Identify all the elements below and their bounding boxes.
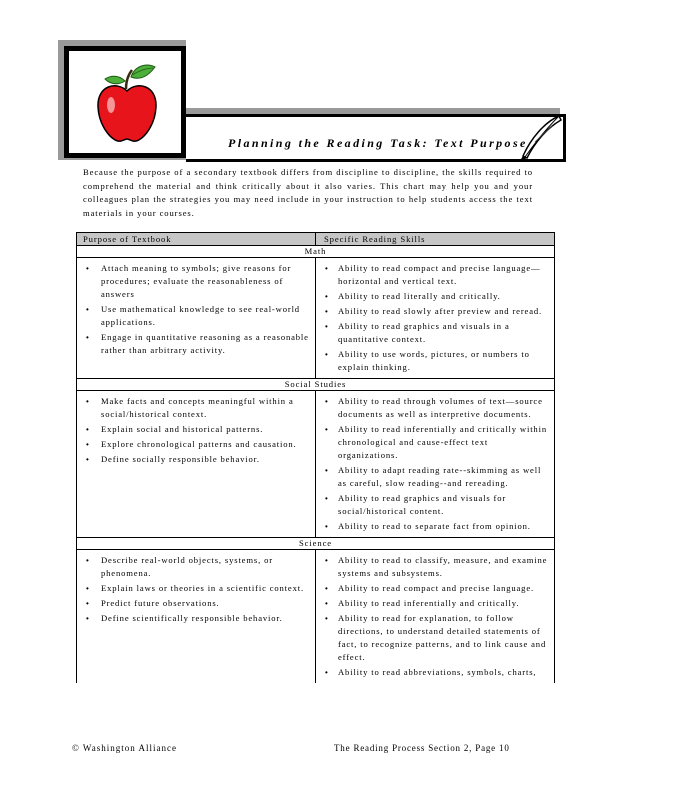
list-item: • Ability to adapt reading rate--skimming as well as careful, slow reading--and rereading. [316, 464, 550, 490]
skills-list [316, 550, 554, 683]
footer-page-info: The Reading Process Section 2, Page 10 [334, 743, 510, 753]
list-item: • Use mathematical knowledge to see real-world applications. [77, 303, 311, 329]
purpose-list [77, 258, 315, 361]
skills-list [316, 258, 554, 378]
list-item: • Ability to use words, pictures, or numbers to explain thinking. [316, 348, 550, 374]
table-row [77, 550, 555, 684]
purpose-list-cell [77, 391, 316, 538]
page-title: Planning the Reading Task: Text Purpose [228, 136, 528, 150]
list-item: • Explain laws or theories in a scientific context. [77, 582, 311, 595]
list-item: • Define scientifically responsible behavior. [77, 612, 311, 625]
reading-skills-table [76, 232, 555, 683]
list-item: • Ability to read compact and precise language—horizontal and vertical text. [316, 262, 550, 288]
column-header-purpose: Purpose of Textbook [77, 233, 316, 246]
list-item: • Define socially responsible behavior. [77, 453, 311, 466]
list-item: • Engage in quantitative reasoning as a reasonable rather than arbitrary activity. [77, 331, 311, 357]
intro-paragraph: Because the purpose of a secondary textbook differs from discipline to discipline, the skills required to comprehend the material and think critically about it also varies. This chart may help you and your colleagues plan the strategies you may need include in your instruction to help students access the text materials in your courses. [83, 167, 533, 219]
section-title: Social Studies [77, 379, 555, 391]
skills-list-cell [316, 550, 555, 684]
column-header-skills: Specific Reading Skills [316, 233, 555, 246]
table-row [77, 391, 555, 538]
purpose-list-cell [77, 550, 316, 684]
list-item: • Ability to read to separate fact from opinion. [316, 520, 550, 533]
skills-list-cell [316, 391, 555, 538]
list-item: • Describe real-world objects, systems, or phenomena. [77, 554, 311, 580]
list-item: • Predict future observations. [77, 597, 311, 610]
list-item: • Ability to read graphics and visuals for social/historical content. [316, 492, 550, 518]
list-item: • Attach meaning to symbols; give reasons for procedures; evaluate the reasonableness of answers [77, 262, 311, 301]
list-item: • Ability to read inferentially and critically within chronological and cause-effect text organizations. [316, 423, 550, 462]
list-item: • Ability to read inferentially and critically. [316, 597, 550, 610]
list-item: • Ability to read to classify, measure, and examine systems and subsystems. [316, 554, 550, 580]
skills-list-cell [316, 258, 555, 379]
section-header-row [77, 538, 555, 550]
purpose-list [77, 391, 315, 470]
section-title: Science [77, 538, 555, 550]
logo-frame [64, 46, 186, 158]
purpose-list-cell [77, 258, 316, 379]
section-header-row [77, 246, 555, 258]
footer-copyright: © Washington Alliance [72, 743, 177, 753]
list-item: • Explain social and historical patterns. [77, 423, 311, 436]
list-item: • Make facts and concepts meaningful within a social/historical context. [77, 395, 311, 421]
list-item: • Ability to read literally and critically. [316, 290, 550, 303]
skills-list [316, 391, 554, 537]
list-item: • Ability to read graphics and visuals in a quantitative context. [316, 320, 550, 346]
purpose-list [77, 550, 315, 629]
table-row [77, 258, 555, 379]
list-item: • Ability to read through volumes of text—source documents as well as interpretive documents. [316, 395, 550, 421]
list-item: • Ability to read slowly after preview and reread. [316, 305, 550, 318]
section-title: Math [77, 246, 555, 258]
list-item: • Explore chronological patterns and causation. [77, 438, 311, 451]
title-bar [186, 114, 566, 162]
section-header-row [77, 379, 555, 391]
list-item: • Ability to read abbreviations, symbols, charts, [316, 666, 550, 679]
table-header-row [77, 233, 555, 246]
apple-icon [95, 59, 159, 145]
list-item: • Ability to read compact and precise language. [316, 582, 550, 595]
list-item: • Ability to read for explanation, to follow directions, to understand detailed statements of fact, to recognize patterns, and to link cause and effect. [316, 612, 550, 664]
quill-pen-icon [515, 112, 563, 164]
